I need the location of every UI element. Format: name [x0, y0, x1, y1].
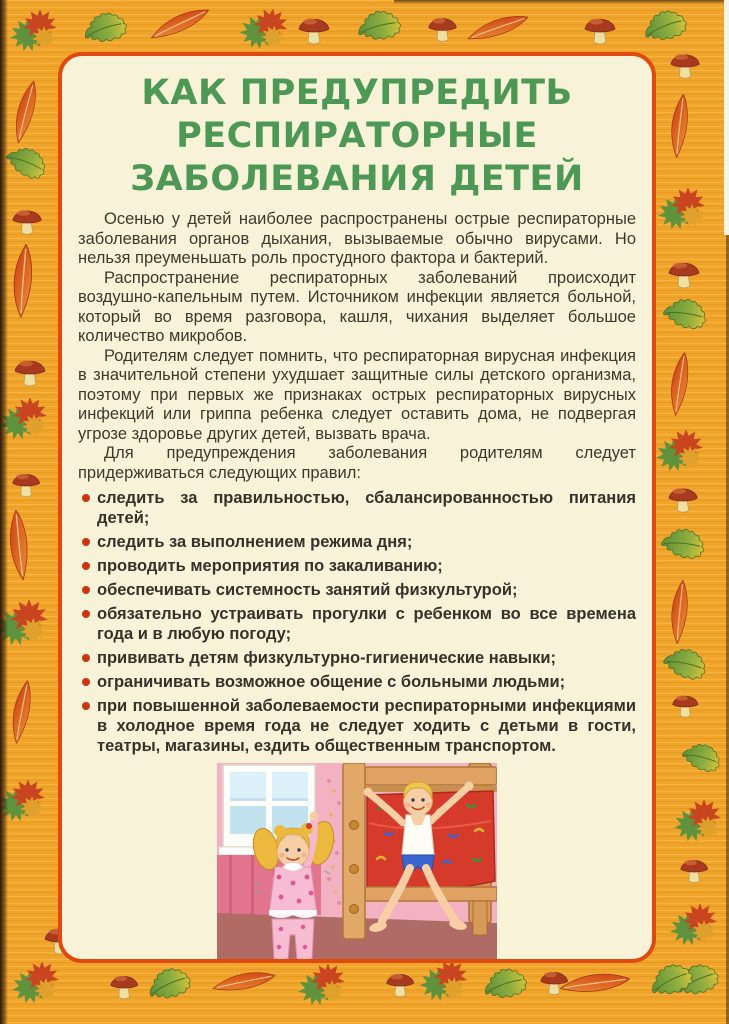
long-leaf-icon	[669, 93, 690, 158]
maple-leaf-icon	[674, 799, 721, 841]
mushroom-icon	[13, 210, 42, 234]
maple-leaf-icon	[10, 9, 57, 51]
oak-leaf-icon	[145, 964, 194, 1004]
maple-leaf-icon	[658, 187, 705, 229]
title-line: РЕСПИРАТОРНЫЕ	[176, 116, 538, 156]
long-leaf-icon	[465, 10, 530, 46]
oak-leaf-icon	[660, 525, 707, 561]
children-exercise-illustration	[217, 763, 497, 963]
rule-item: проводить мероприятия по закаливанию;	[78, 556, 636, 576]
title-line: КАК ПРЕДУПРЕДИТЬ	[141, 73, 573, 113]
oak-leaf-icon	[680, 738, 725, 775]
oak-leaf-icon	[641, 6, 689, 44]
title-line: ЗАБОЛЕВАНИЯ ДЕТЕЙ	[130, 159, 584, 199]
oak-leaf-icon	[81, 9, 128, 45]
mushroom-icon	[669, 488, 698, 512]
scan-edge-top	[394, 0, 729, 4]
mushroom-icon	[111, 976, 138, 999]
long-leaf-icon	[559, 970, 631, 996]
oak-leaf-icon	[673, 960, 722, 1000]
long-leaf-icon	[211, 968, 277, 996]
long-leaf-icon	[7, 509, 30, 581]
rule-item: ограничивать возможное общение с больными людьми;	[78, 672, 636, 692]
maple-leaf-icon	[238, 4, 290, 52]
scan-edge-left	[0, 0, 8, 1024]
mushroom-icon	[681, 860, 708, 883]
content-panel	[58, 52, 656, 963]
rule-item: обеспечивать системность занятий физкультурой;	[78, 580, 636, 600]
rule-item: при повышенной заболеваемости респираторными инфекциями в холодное время года не следует ходить с детьми в гости, театры, магазины, ездить общественным транспортом.	[78, 696, 636, 756]
maple-leaf-icon	[670, 903, 717, 945]
paragraph: Родителям следует помнить, что респираторная вирусная инфекция в значительной степени ухудшает защитные силы детского организма, поэтому при первых же признаках острых респираторных вирусных инфекций или гриппа ребенка следует оставить дома, не подвергая угрозе здоровье других детей, вызвать врача.	[78, 346, 636, 443]
paragraph: Распространение респираторных заболеваний происходит воздушно-капельным путем. Источником инфекции является больной, который во время разговора, кашля, чихания выделяет большое количество микробов.	[78, 268, 636, 345]
mushroom-icon	[671, 54, 700, 78]
oak-leaf-icon	[3, 141, 51, 184]
maple-leaf-icon	[418, 957, 469, 1004]
oak-leaf-icon	[646, 959, 696, 1000]
body-text	[78, 210, 636, 483]
mushroom-icon	[585, 19, 615, 45]
mushroom-icon	[673, 696, 699, 718]
mushroom-icon	[669, 263, 699, 289]
long-leaf-icon	[148, 3, 212, 44]
scan-edge-right-light	[724, 0, 729, 235]
oak-leaf-icon	[481, 965, 528, 1001]
maple-leaf-icon	[298, 963, 345, 1005]
mushroom-icon	[429, 18, 457, 41]
illustration-canvas	[217, 763, 497, 963]
long-leaf-icon	[9, 679, 35, 745]
paragraph: Для предупреждения заболевания родителям следует придерживаться следующих правил:	[78, 444, 636, 482]
rule-item: следить за правильностью, сбалансированностью питания детей;	[78, 488, 636, 528]
long-leaf-icon	[668, 351, 692, 416]
oak-leaf-icon	[661, 643, 710, 683]
mushroom-icon	[299, 19, 329, 45]
rule-item: прививать детям физкультурно-гигиенические навыки;	[78, 648, 636, 668]
long-leaf-icon	[669, 579, 689, 644]
long-leaf-icon	[10, 79, 40, 145]
rule-item: следить за выполнением режима дня;	[78, 532, 636, 552]
rules-list	[78, 488, 636, 756]
page-title	[78, 72, 636, 201]
long-leaf-icon	[12, 244, 34, 319]
mushroom-icon	[13, 474, 40, 497]
maple-leaf-icon	[12, 961, 59, 1003]
mushroom-icon	[541, 972, 568, 995]
paragraph: Осенью у детей наиболее распространены острые респираторные заболевания органов дыхания, вызываемые обычно вирусами. Но нельзя преуменьшать роль простудного фактора и бактерий.	[78, 210, 636, 267]
maple-leaf-icon	[656, 429, 703, 471]
mushroom-icon	[15, 361, 45, 387]
oak-leaf-icon	[356, 9, 402, 43]
mushroom-icon	[387, 974, 414, 997]
oak-leaf-icon	[661, 294, 709, 332]
rule-item: обязательно устраивать прогулки с ребенком во все времена года и в любую погоду;	[78, 604, 636, 644]
